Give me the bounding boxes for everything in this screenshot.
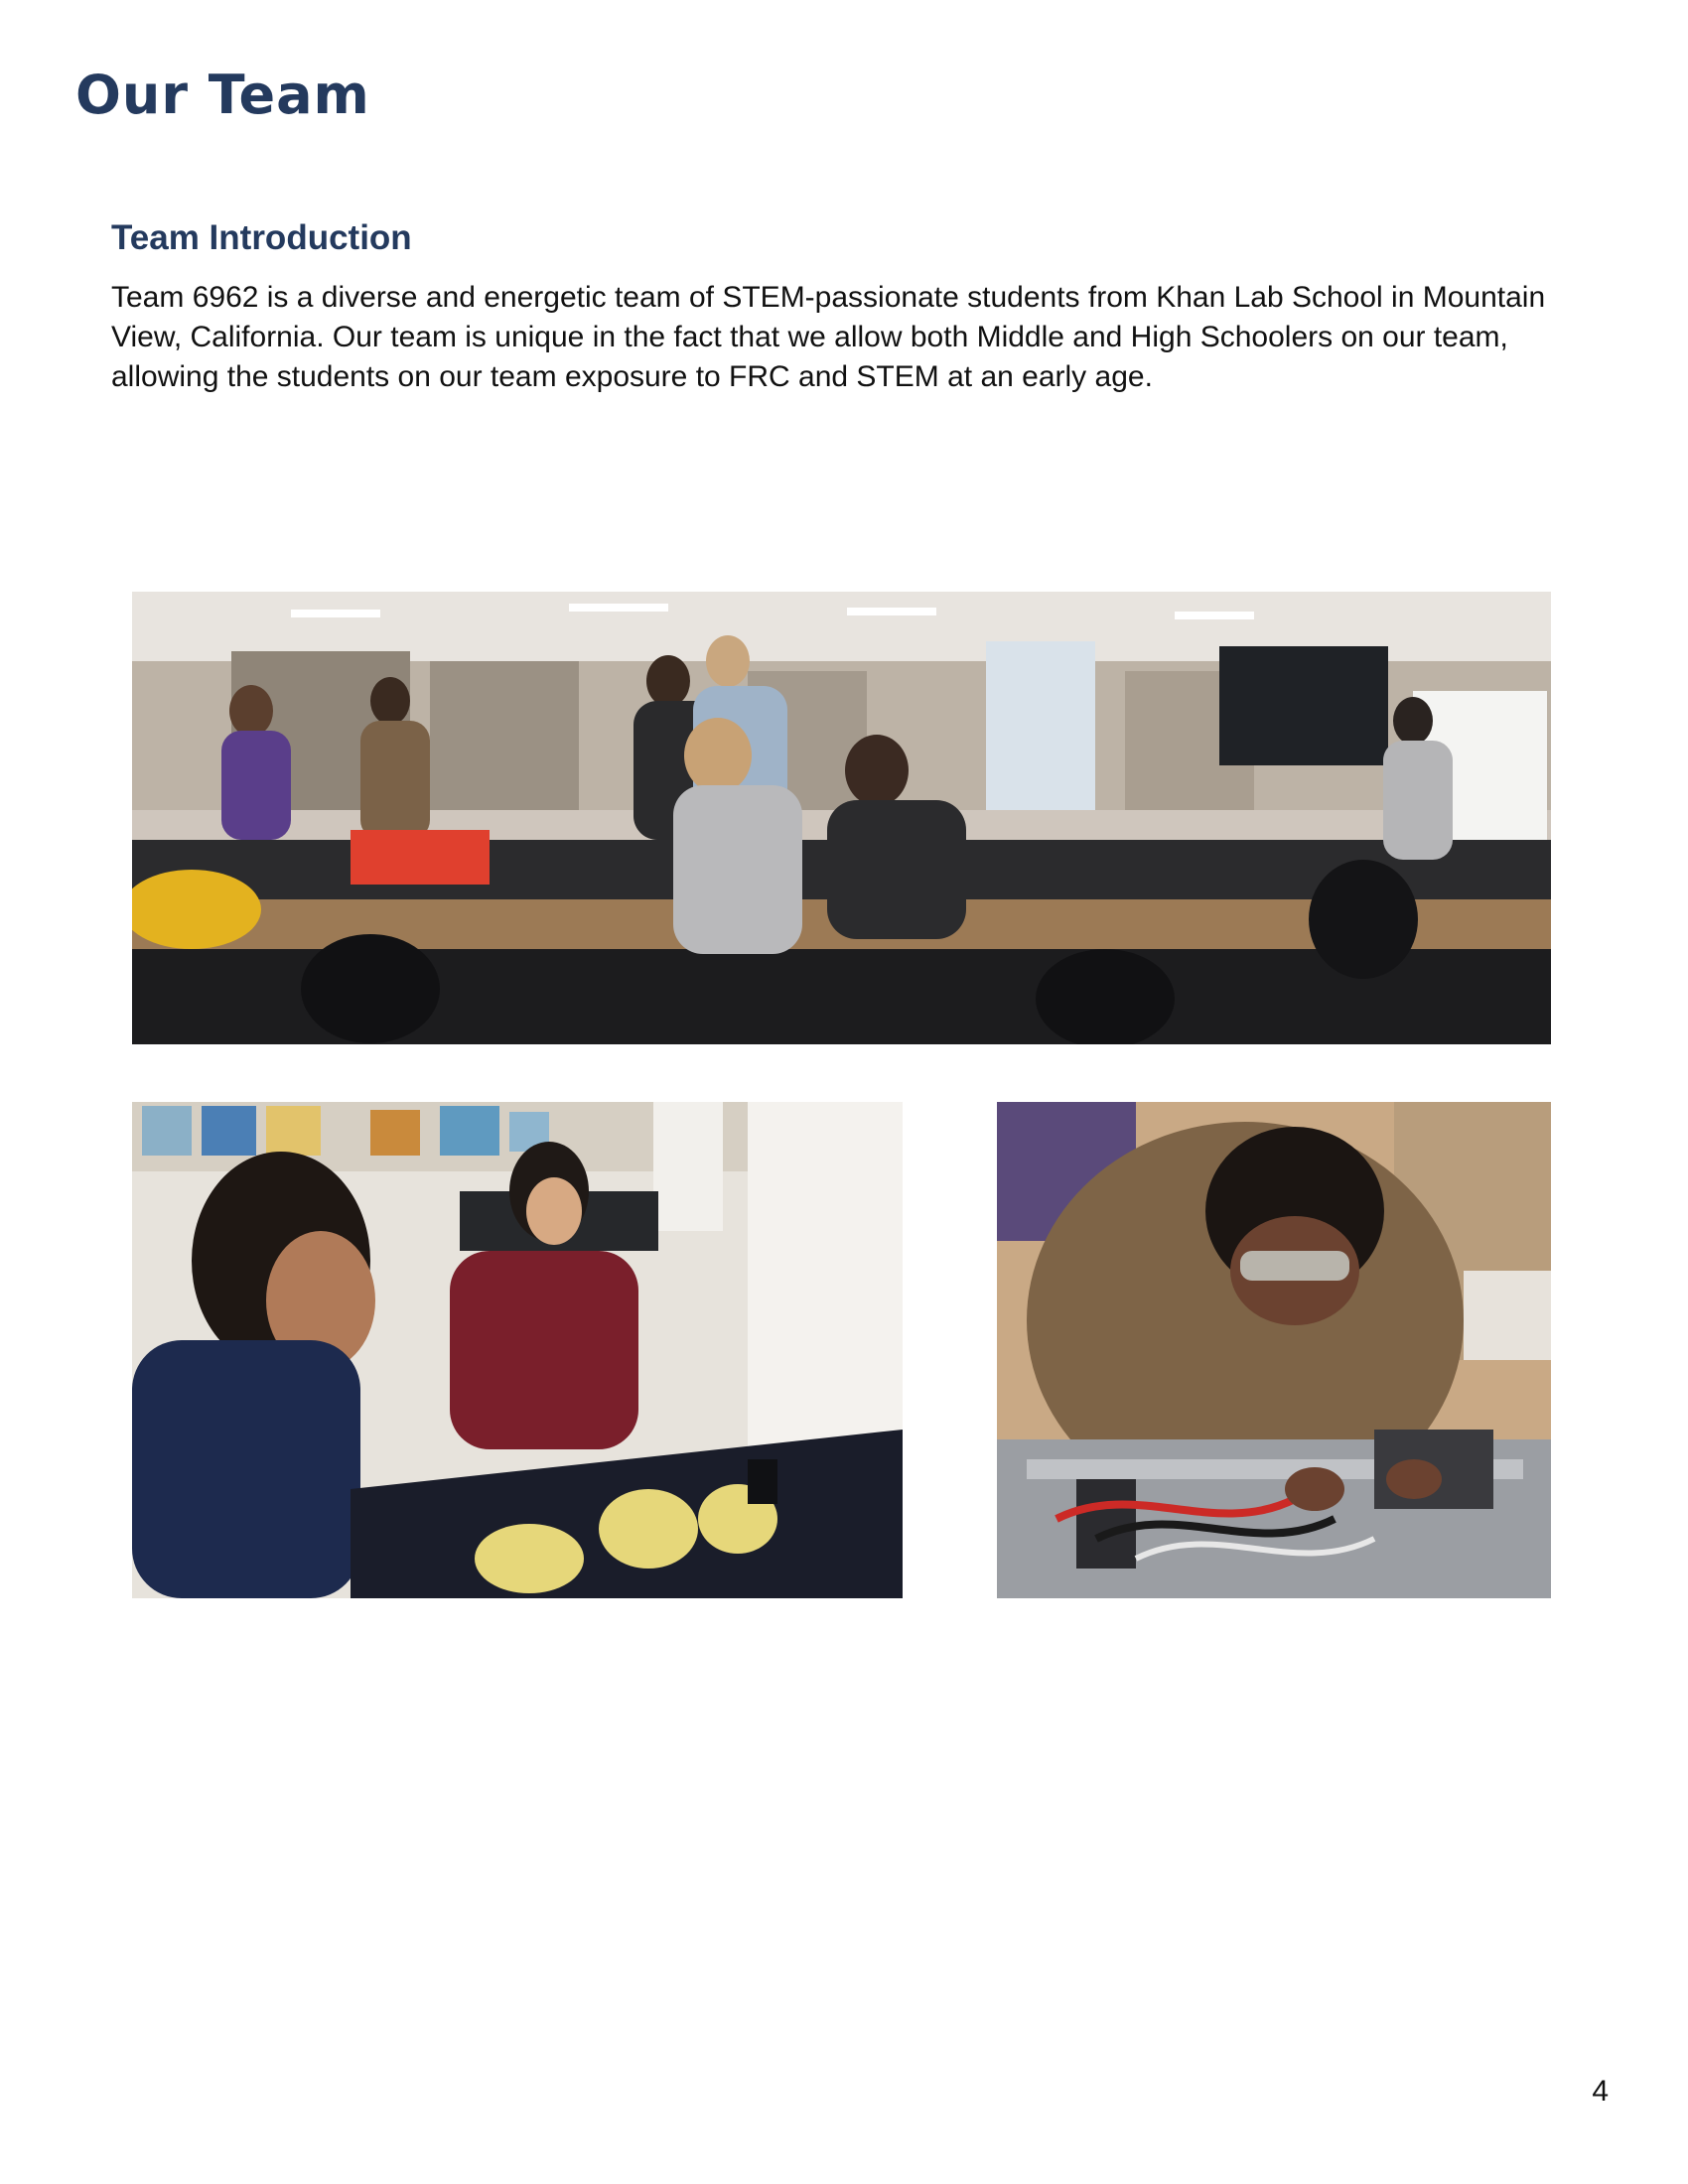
- section-body: Team 6962 is a diverse and energetic team of STEM-passionate students from Khan Lab School in Mountain View, California. Our team is unique in the fact that we allow both Middle and High Schoolers on our team, allowing the students on our team exposure to FRC and STEM at an early age.: [111, 281, 1546, 393]
- banner-painting-illustration: [132, 1102, 903, 1598]
- robot-wiring-photo: [997, 1102, 1551, 1598]
- lab-workshop-photo: [132, 592, 1551, 1044]
- section-heading: Team Introduction: [111, 218, 412, 257]
- banner-painting-photo: [132, 1102, 903, 1598]
- lab-workshop-illustration: [132, 592, 1551, 1044]
- page-number: 4: [1592, 2075, 1609, 2108]
- team-introduction-section: [111, 218, 1561, 397]
- robot-wiring-illustration: [997, 1102, 1551, 1598]
- page-title: Our Team: [75, 64, 370, 126]
